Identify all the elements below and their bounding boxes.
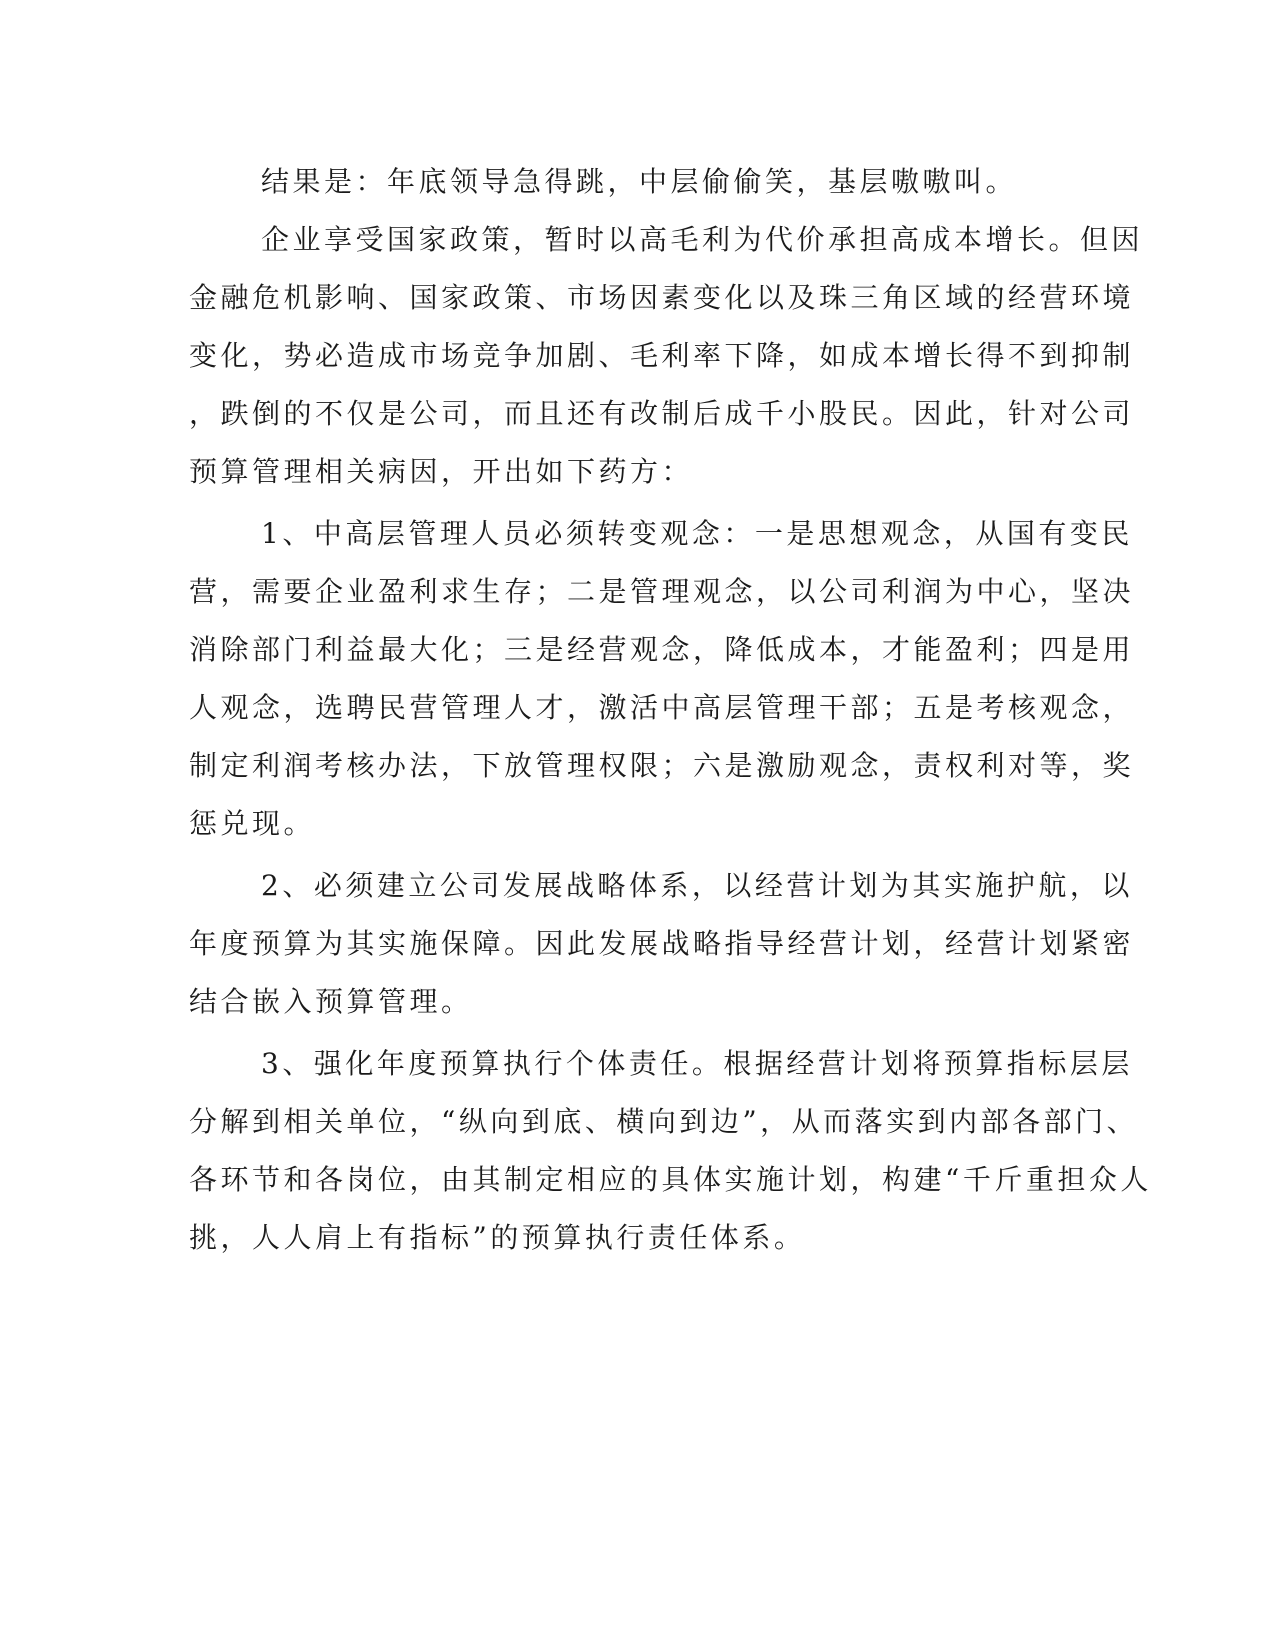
text-line-8: 营，需要企业盈利求生存；二是管理观念，以公司利润为中心，坚决 — [189, 575, 1135, 608]
text-line-12: 惩兑现。 — [189, 807, 316, 840]
text-line-10: 人观念，选聘民营管理人才，激活中高层管理干部；五是考核观念， — [189, 691, 1135, 724]
text-line-9: 消除部门利益最大化；三是经营观念，降低成本，才能盈利；四是用 — [189, 633, 1135, 666]
text-line-15: 结合嵌入预算管理。 — [189, 985, 473, 1018]
text-line-2: 企业享受国家政策，暂时以高毛利为代价承担高成本增长。但因 — [261, 223, 1144, 256]
text-line-3: 金融危机影响、国家政策、市场因素变化以及珠三角区域的经营环境 — [189, 281, 1135, 314]
text-line-4: 变化，势必造成市场竞争加剧、毛利率下降，如成本增长得不到抑制 — [189, 339, 1135, 372]
text-line-7: 1、中高层管理人员必须转变观念：一是思想观念，从国有变民 — [261, 517, 1133, 550]
text-line-19: 挑，人人肩上有指标”的预算执行责任体系。 — [189, 1221, 806, 1254]
text-line-11: 制定利润考核办法，下放管理权限；六是激励观念，责权利对等，奖 — [189, 749, 1135, 782]
text-line-6: 预算管理相关病因，开出如下药方： — [189, 455, 694, 488]
text-line-16: 3、强化年度预算执行个体责任。根据经营计划将预算指标层层 — [261, 1047, 1133, 1080]
text-line-17: 分解到相关单位，“纵向到底、横向到边”，从而落实到内部各部门、 — [189, 1105, 1139, 1138]
text-line-14: 年度预算为其实施保障。因此发展战略指导经营计划，经营计划紧密 — [189, 927, 1135, 960]
text-line-18: 各环节和各岗位，由其制定相应的具体实施计划，构建“千斤重担众人 — [189, 1163, 1152, 1196]
text-line-13: 2、必须建立公司发展战略体系，以经营计划为其实施护航，以 — [261, 869, 1133, 902]
text-line-1: 结果是：年底领导急得跳，中层偷偷笑，基层嗷嗷叫。 — [261, 165, 1018, 198]
text-line-5: ，跌倒的不仅是公司，而且还有改制后成千小股民。因此，针对公司 — [189, 397, 1135, 430]
